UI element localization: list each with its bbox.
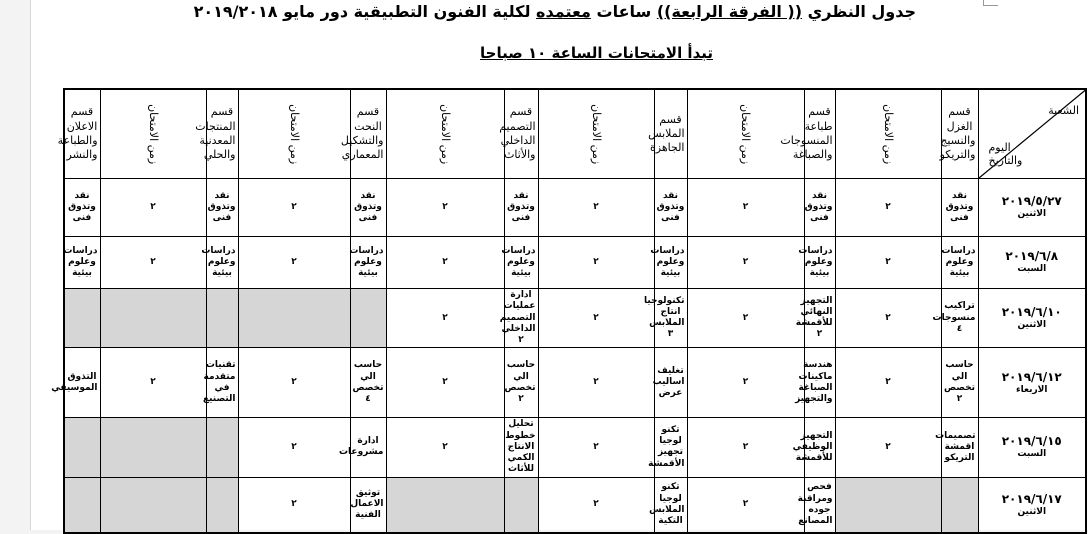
corner-division-label: الشعبة bbox=[1048, 104, 1079, 117]
subject-cell: تقنيات متقدمة في التصنيع bbox=[206, 348, 238, 418]
exam-time-cell: ٢ bbox=[538, 348, 654, 418]
page-title bbox=[31, 2, 916, 21]
table-row bbox=[64, 237, 1086, 289]
exam-time-cell: ٢ bbox=[687, 418, 804, 477]
subject-cell: دراسات وعلوم بيئية bbox=[941, 237, 978, 289]
subject-cell: حاسب الي تخصص ٢ bbox=[941, 348, 978, 418]
exam-time-cell: ٢ bbox=[835, 179, 941, 237]
subject-cell bbox=[64, 418, 100, 477]
exam-time-header bbox=[386, 89, 504, 179]
header-row bbox=[64, 89, 1086, 179]
exam-time-cell bbox=[100, 477, 206, 533]
exam-time-cell: ٢ bbox=[538, 179, 654, 237]
title-text-4: معتمده bbox=[536, 2, 591, 21]
subject-cell bbox=[504, 477, 538, 533]
subject-cell: دراسات وعلوم بيئية bbox=[350, 237, 386, 289]
corner-day-word: اليوم bbox=[988, 140, 1011, 154]
subject-cell bbox=[64, 289, 100, 348]
subject-cell: نقد وتذوق فنى bbox=[654, 179, 687, 237]
exam-date: ٢٠١٩/٥/٢٧ bbox=[1001, 194, 1062, 209]
exam-time-cell bbox=[835, 477, 941, 533]
subject-cell: نقد وتذوق فنى bbox=[941, 179, 978, 237]
subject-cell: نقد وتذوق فنى bbox=[804, 179, 835, 237]
exam-time-cell: ٢ bbox=[238, 348, 350, 418]
exam-time-cell: ٢ bbox=[100, 348, 206, 418]
subject-cell: نقد وتذوق فنى bbox=[504, 179, 538, 237]
date-cell bbox=[978, 289, 1086, 348]
date-cell bbox=[978, 348, 1086, 418]
date-cell bbox=[978, 418, 1086, 477]
exam-day: الاثنين bbox=[1017, 320, 1047, 330]
subject-cell: تكنولوجيا انتاج الملابس ٣ bbox=[654, 289, 687, 348]
exam-time-cell: ٢ bbox=[687, 237, 804, 289]
department-header-2: قسم طباعة المنسوجات والصباغة bbox=[804, 89, 835, 179]
department-header-7: قسم الاعلان والطباعة والنشر bbox=[64, 89, 100, 179]
subject-cell: تراكيب منسوجات ٤ bbox=[941, 289, 978, 348]
exam-time-header-text: زمن الامتحان bbox=[590, 103, 604, 165]
subject-cell: نقد وتذوق فنى bbox=[206, 179, 238, 237]
title-text-3: ساعات bbox=[590, 2, 657, 21]
subject-cell: ادارة عمليات التصميم الداخلي ٢ bbox=[504, 289, 538, 348]
subject-cell bbox=[941, 477, 978, 533]
subject-cell: فحص ومراقبة جوده المصانع bbox=[804, 477, 835, 533]
subject-cell bbox=[206, 418, 238, 477]
exam-time-cell: ٢ bbox=[238, 179, 350, 237]
exam-day: الاربعاء bbox=[1016, 384, 1048, 395]
exam-time-cell: ٢ bbox=[538, 477, 654, 533]
department-header-4: قسم التصميم الداخلي والأثاث bbox=[504, 89, 538, 179]
exam-time-cell: ٢ bbox=[386, 289, 504, 348]
exam-time-cell: ٢ bbox=[100, 179, 206, 237]
subject-cell bbox=[350, 289, 386, 348]
exam-date: ٢٠١٩/٦/١٠ bbox=[1001, 305, 1062, 319]
exam-time-cell bbox=[386, 477, 504, 533]
page-subtitle: تبدأ الامتحانات الساعة ١٠ صباحا bbox=[480, 44, 713, 62]
subject-cell: نقد وتذوق فنى bbox=[350, 179, 386, 237]
title-text-5: لكلية الفنون التطبيقية دور مايو ٢٠١٩/٢٠١٨ bbox=[193, 2, 537, 21]
exam-time-cell: ٢ bbox=[835, 289, 941, 348]
exam-date: ٢٠١٩/٦/١٧ bbox=[1001, 491, 1062, 506]
exam-date: ٢٠١٩/٦/١٢ bbox=[1001, 369, 1062, 384]
subject-cell: تحليل خطوط الانتاج الكمي للأثاث bbox=[504, 418, 538, 477]
department-header-6: قسم المنتجات المعدنية والحلي bbox=[206, 89, 238, 179]
exam-time-header-text: زمن الامتحان bbox=[288, 103, 302, 165]
exam-time-header-text: زمن الامتحان bbox=[439, 103, 453, 165]
exam-time-cell: ٢ bbox=[538, 289, 654, 348]
exam-time-cell: ٢ bbox=[238, 237, 350, 289]
exam-time-cell bbox=[100, 289, 206, 348]
subject-cell: تكنو لوجيا الملابس التكية bbox=[654, 477, 687, 533]
subject-cell: حاسب الي تخصص ٤ bbox=[350, 348, 386, 418]
exam-day: الاثنين bbox=[1017, 506, 1047, 517]
subject-cell: التجهيز النهائي للأقمشة ٢ bbox=[804, 289, 835, 348]
department-header-3: قسم الملابس الجاهزة bbox=[654, 89, 687, 179]
exam-time-cell: ٢ bbox=[538, 237, 654, 289]
exam-time-header-text: زمن الامتحان bbox=[147, 103, 161, 165]
exam-time-cell: ٢ bbox=[538, 418, 654, 477]
page-corner-mark bbox=[983, 0, 998, 6]
subject-cell: هندسة ماكينات الصباغة والتجهيز bbox=[804, 348, 835, 418]
exam-time-cell: ٢ bbox=[687, 179, 804, 237]
exam-time-cell: ٢ bbox=[238, 418, 350, 477]
date-cell bbox=[978, 477, 1086, 533]
exam-time-header bbox=[538, 89, 654, 179]
subject-cell bbox=[64, 477, 100, 533]
subject-cell: دراسات وعلوم بيئية bbox=[654, 237, 687, 289]
department-header-1: قسم الغزل والنسيج والتريكو bbox=[941, 89, 978, 179]
exam-time-cell: ٢ bbox=[687, 477, 804, 533]
table-row bbox=[64, 418, 1086, 477]
exam-time-header-text: زمن الامتحان bbox=[882, 103, 896, 165]
exam-time-cell: ٢ bbox=[835, 237, 941, 289]
subject-cell: دراسات وعلوم بيئية bbox=[504, 237, 538, 289]
corner-header-cell bbox=[978, 89, 1086, 179]
subject-cell bbox=[206, 289, 238, 348]
subject-cell: حاسب الي تخصص ٢ bbox=[504, 348, 538, 418]
exam-date: ٢٠١٩/٦/١٥ bbox=[1001, 434, 1062, 449]
exam-time-cell: ٢ bbox=[835, 418, 941, 477]
exam-time-cell: ٢ bbox=[687, 289, 804, 348]
subject-cell: التجهيز الوظيفي للأقمشة bbox=[804, 418, 835, 477]
exam-time-cell: ٢ bbox=[386, 237, 504, 289]
subject-cell: ادارة مشروعات bbox=[350, 418, 386, 477]
department-header-5: قسم النحت والتشكيل المعماري bbox=[350, 89, 386, 179]
subject-cell: دراسات وعلوم بيئية bbox=[206, 237, 238, 289]
title-text-2: (( الفرقة الرابعة)) bbox=[656, 2, 803, 21]
exam-time-cell: ٢ bbox=[386, 348, 504, 418]
document-page bbox=[30, 0, 1088, 530]
corner-date-word: والتاريخ bbox=[988, 154, 1023, 168]
subject-cell: دراسات وعلوم بيئية bbox=[804, 237, 835, 289]
exam-date: ٢٠١٩/٦/٨ bbox=[1005, 249, 1059, 264]
exam-day: السبت bbox=[1017, 449, 1047, 460]
subject-cell: توثيق الاعمال الفنية bbox=[350, 477, 386, 533]
table-row bbox=[64, 477, 1086, 533]
exam-time-cell: ٢ bbox=[238, 477, 350, 533]
exam-time-cell: ٢ bbox=[687, 348, 804, 418]
table-row bbox=[64, 348, 1086, 418]
date-cell bbox=[978, 179, 1086, 237]
exam-time-header bbox=[238, 89, 350, 179]
exam-time-header bbox=[100, 89, 206, 179]
exam-day: الاثنين bbox=[1017, 209, 1047, 220]
exam-schedule-table bbox=[51, 88, 1087, 534]
subject-cell: التذوق الموسيقي bbox=[64, 348, 100, 418]
subject-cell bbox=[206, 477, 238, 533]
exam-day: السبت bbox=[1017, 264, 1047, 275]
title-text-1: جدول النظري bbox=[802, 2, 916, 21]
exam-time-cell: ٢ bbox=[835, 348, 941, 418]
subject-cell: نقد وتذوق فنى bbox=[64, 179, 100, 237]
exam-time-cell bbox=[100, 418, 206, 477]
exam-time-header bbox=[835, 89, 941, 179]
subject-cell: تغليف اساليب عرض bbox=[654, 348, 687, 418]
exam-time-cell: ٢ bbox=[386, 179, 504, 237]
corner-date-label bbox=[989, 141, 1023, 169]
subject-cell: دراسات وعلوم بيئية bbox=[64, 237, 100, 289]
exam-time-cell: ٢ bbox=[100, 237, 206, 289]
exam-time-header-text: زمن الامتحان bbox=[739, 103, 753, 165]
subject-cell: تكنو لوجيا تجهيز الأقمشة bbox=[654, 418, 687, 477]
table-row bbox=[64, 179, 1086, 237]
exam-time-cell bbox=[238, 289, 350, 348]
table-row bbox=[64, 289, 1086, 348]
exam-time-cell: ٢ bbox=[386, 418, 504, 477]
subject-cell: تصميمات اقمشة التريكو bbox=[941, 418, 978, 477]
date-cell bbox=[978, 237, 1086, 289]
